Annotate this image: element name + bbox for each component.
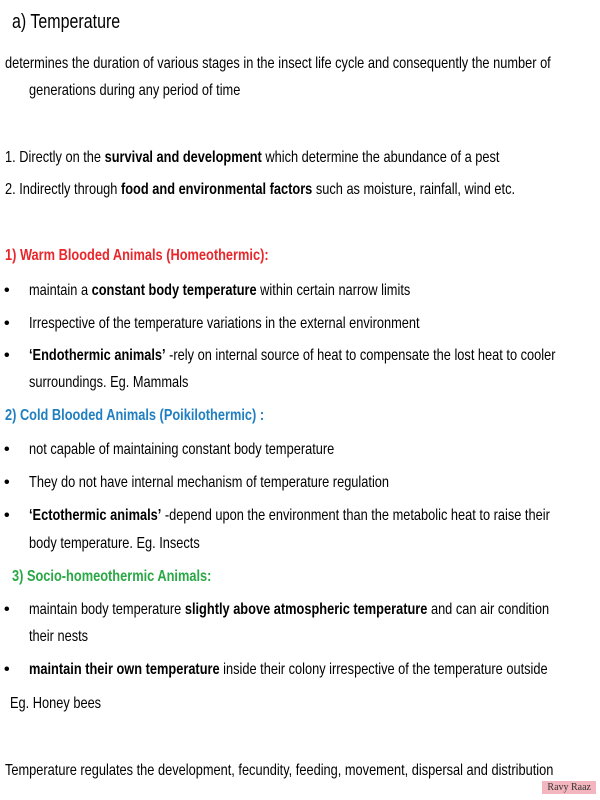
socio-bullet-2	[29, 660, 548, 680]
intro-line-2: generations during any period of time	[29, 82, 241, 99]
example-honey-bees: Eg. Honey bees	[10, 695, 102, 712]
bullet-icon: •	[4, 315, 10, 332]
socio-bullet-1-text: maintain body temperature	[29, 601, 185, 618]
socio-bullet-1-text-end: and can air condition	[427, 601, 550, 618]
intro-line-1: determines the duration of various stages in the insect life cycle and consequently the number of	[5, 55, 551, 72]
point-2-text: 2. Indirectly through	[5, 181, 121, 198]
point-1-text: 1. Directly on the	[5, 149, 105, 166]
heading-warm-blooded: 1) Warm Blooded Animals (Homeothermic):	[5, 247, 269, 264]
conclusion: Temperature regulates the development, fecundity, feeding, movement, dispersal and distribution	[5, 762, 554, 779]
heading-cold-blooded: 2) Cold Blooded Animals (Poikilothermic) :	[5, 407, 265, 424]
warm-bullet-1-text: maintain a	[29, 282, 92, 299]
author-watermark: Ravy Raaz	[542, 781, 596, 794]
warm-bullet-3-bold: ‘Endothermic animals’	[29, 347, 166, 364]
bullet-icon: •	[4, 661, 10, 678]
heading-socio-homeothermic: 3) Socio-homeothermic Animals:	[12, 568, 212, 585]
cold-bullet-3-bold: ‘Ectothermic animals’	[29, 507, 162, 524]
cold-bullet-2: They do not have internal mechanism of temperature regulation	[29, 474, 390, 491]
warm-bullet-3	[29, 346, 555, 366]
cold-bullet-3	[29, 506, 550, 526]
socio-bullet-1-continued: their nests	[29, 628, 89, 645]
bullet-icon: •	[4, 601, 10, 618]
bullet-icon: •	[4, 282, 10, 299]
bullet-icon: •	[4, 441, 10, 458]
page-title: a) Temperature	[12, 11, 121, 33]
point-1-text-end: which determine the abundance of a pest	[261, 149, 500, 166]
warm-bullet-2: Irrespective of the temperature variations in the external environment	[29, 315, 420, 332]
socio-bullet-1-bold: slightly above atmospheric temperature	[184, 601, 428, 618]
bullet-icon: •	[4, 507, 10, 524]
warm-bullet-3-continued: surroundings. Eg. Mammals	[29, 374, 189, 391]
point-1-bold: survival and development	[104, 149, 262, 166]
cold-bullet-3-continued: body temperature. Eg. Insects	[29, 535, 200, 552]
bullet-icon: •	[4, 474, 10, 491]
cold-bullet-3-text: -depend upon the environment than the metabolic heat to raise their	[161, 507, 550, 524]
socio-bullet-2-text: inside their colony irrespective of the temperature outside	[219, 661, 548, 678]
cold-bullet-1: not capable of maintaining constant body temperature	[29, 441, 335, 458]
warm-bullet-1-text-end: within certain narrow limits	[256, 282, 411, 299]
point-2	[5, 180, 515, 200]
socio-bullet-1	[29, 600, 549, 620]
socio-bullet-2-bold: maintain their own temperature	[29, 661, 220, 678]
bullet-icon: •	[4, 347, 10, 364]
warm-bullet-3-text: -rely on internal source of heat to compensate the lost heat to cooler	[165, 347, 556, 364]
warm-bullet-1-bold: constant body temperature	[91, 282, 257, 299]
point-2-text-end: such as moisture, rainfall, wind etc.	[312, 181, 516, 198]
point-2-bold: food and environmental factors	[120, 181, 313, 198]
warm-bullet-1	[29, 281, 410, 301]
point-1	[5, 148, 499, 168]
